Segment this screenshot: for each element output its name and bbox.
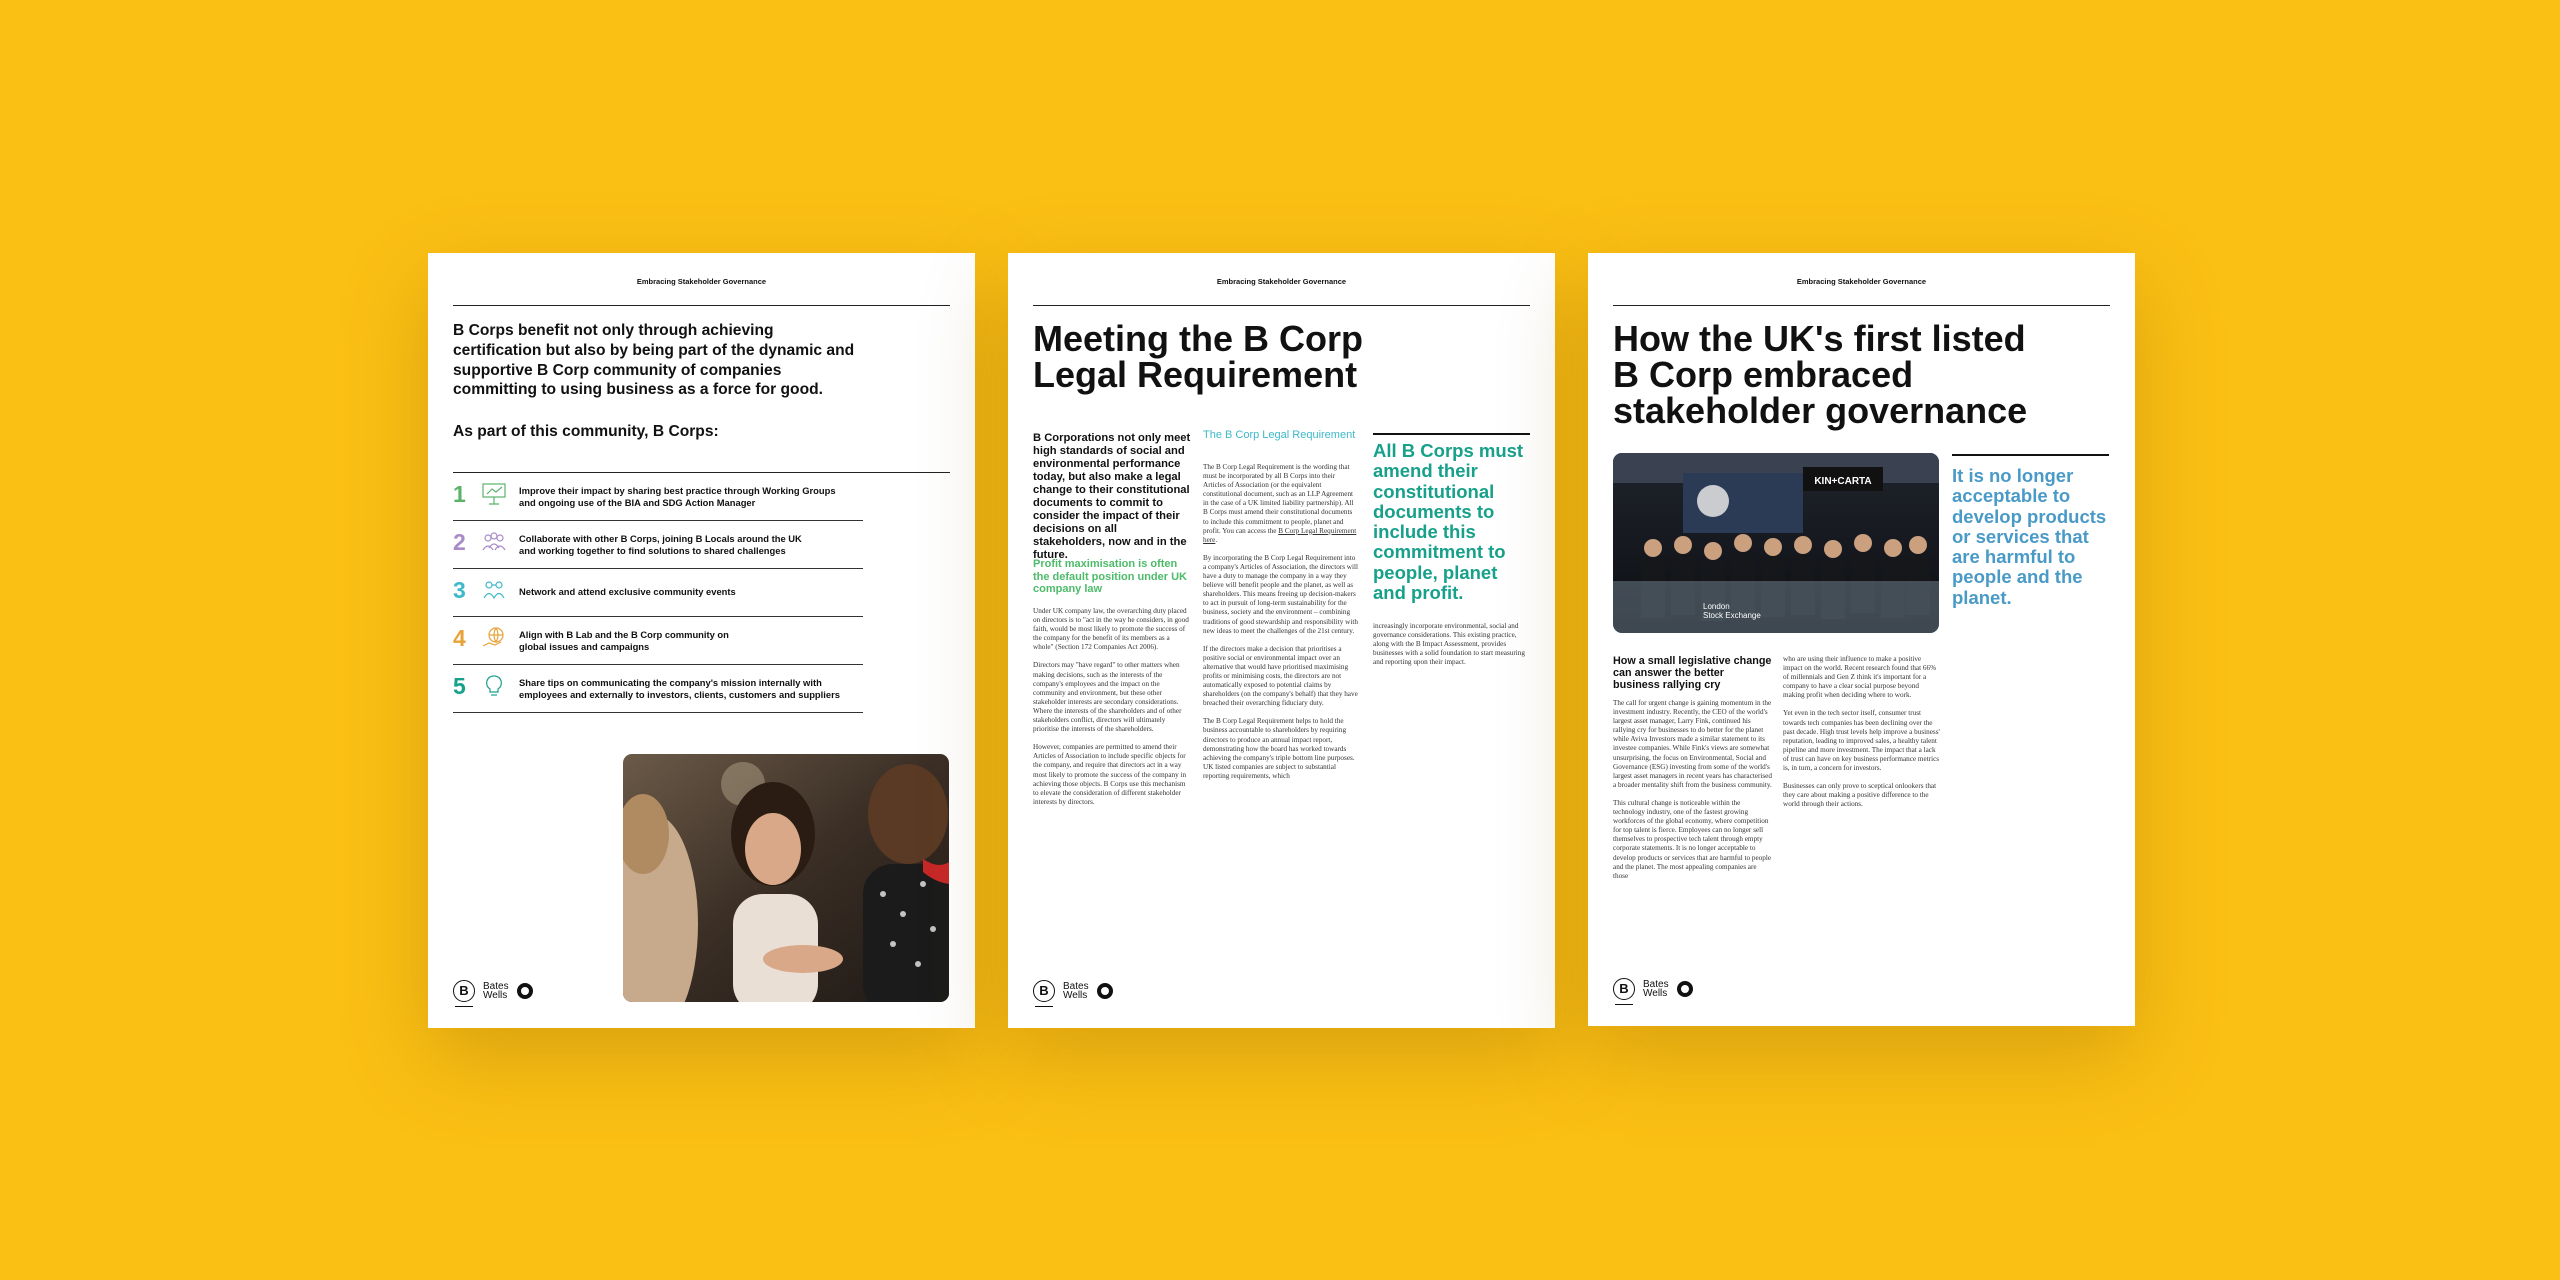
list-item-text: Collaborate with other B Corps, joining B Locals around the UK and working together to find solutions to shared challenges xyxy=(519,533,802,556)
column-2-body xyxy=(1783,655,1941,818)
bates-wells-logo: Bates Wells xyxy=(1643,979,1669,999)
list-item xyxy=(453,569,863,617)
photo-sign-text: London Stock Exchange xyxy=(1703,602,1761,620)
document-page-3 xyxy=(1588,253,2135,1026)
profit-subheading: Profit maximisation is often the default position under UK company law xyxy=(1033,558,1187,595)
legal-requirement-link[interactable]: B Corp Legal Requirement here xyxy=(1203,526,1357,544)
list-number: 2 xyxy=(453,529,466,555)
paragraph: The call for urgent change is gaining momentum in the investment industry. Recently, the CEO of the world's largest asset manager, Larry Fink, continued his rallying cry for businesses to do better for the planet while Aviva Investors made a similar statement to its investee companies. While Fink's views are somewhat unsurprising, the focus on Environmental, Social and Governance (ESG) investing from some of the world's largest asset managers in recent years has characterised a broader mentality shift from the business community. xyxy=(1613,699,1772,789)
document-page-1 xyxy=(428,253,975,1028)
paragraph: This cultural change is noticeable within the technology industry, one of the fastest growing workforces of the global economy, where competition for top talent is fierce. Employees can no longer sell themselves to prospective tech talent through empty corporate statements. It is no longer acceptable to develop products or services that are harmful to people and the planet. The most appealing companies are those xyxy=(1613,798,1772,880)
list-number: 1 xyxy=(453,481,466,507)
b-corp-logo: B xyxy=(453,980,475,1002)
paragraph: who are using their influence to make a positive impact on the world. Recent research found that 66% of millennials and Gen Z think it's important for a company to have a clear social purpose beyond making profit when deciding where to work. xyxy=(1783,655,1937,700)
pull-quote: All B Corps must amend their constitutional documents to include this commitment to people, planet and profit. xyxy=(1373,440,1524,604)
running-header: Embracing Stakeholder Governance xyxy=(1216,277,1347,286)
networking-photo xyxy=(623,754,949,1002)
list-item-text: Improve their impact by sharing best practice through Working Groups and ongoing use of the BIA and SDG Action Manager xyxy=(519,485,836,508)
footer-logos xyxy=(453,980,533,1002)
list-item-text: Share tips on communicating the company's mission internally with employees and externally to investors, clients, customers and suppliers xyxy=(519,677,840,700)
column-1-body xyxy=(1033,607,1191,816)
column-1-body xyxy=(1613,699,1773,890)
list-number: 3 xyxy=(453,577,466,603)
paragraph: Directors may "have regard" to other matters when making decisions, such as the interests of the company's employees and the impact on the community and environment, but these other stakeholder interests are secondary considerations. Where the interests of the shareholders and of other stakeholders conflict, directors will ultimately prioritise the interests of the shareholders. xyxy=(1033,661,1182,734)
header-rule xyxy=(1613,305,2110,306)
people-network-icon xyxy=(481,578,507,602)
paragraph: Under UK company law, the overarching duty placed on directors is to "act in the way he considers, in good faith, would be most likely to promote the success of the company for the benefit of its members as a whole" (Section 172 Companies Act 2006). xyxy=(1033,607,1189,652)
paragraph: By incorporating the B Corp Legal Requirement into a company's Articles of Association, the directors will have a duty to manage the company in a way they believe will benefit people and the planet, as well as shareholders. This means freeing up decision-makers to act in pursuit of long-term sustainability for the business, society and the environment – combining traditions of good stewardship and responsibility with new ideas to meet the challenges of the 21st century. xyxy=(1203,553,1358,635)
running-header: Embracing Stakeholder Governance xyxy=(636,277,767,286)
photo-sign-text: KIN+CARTA xyxy=(1814,476,1872,487)
globe-hand-icon xyxy=(481,626,507,650)
list-number: 5 xyxy=(453,673,466,699)
paragraph: The B Corp Legal Requirement helps to hold the business accountable to shareholders by requiring directors to produce an annual impact report, demonstrating how the board has worked towards achieving the company's triple bottom line purposes. UK listed companies are subject to substantial reporting requirements, which xyxy=(1203,717,1355,780)
presentation-icon xyxy=(481,482,507,506)
list-item xyxy=(453,473,863,521)
stock-exchange-photo xyxy=(1613,453,1939,633)
page-title: Meeting the B Corp Legal Requirement xyxy=(1033,318,1363,395)
footer-logos xyxy=(1613,978,1693,1000)
list-item-text: Network and attend exclusive community events xyxy=(519,586,736,597)
list-item xyxy=(453,521,863,569)
paragraph: However, companies are permitted to amend their Articles of Association to include specific objects for the company, and require that directors act in a way most likely to promote the success of the company in achieving those objects. B Corps use this mechanism to elevate the consideration of different stakeholder interests by directors. xyxy=(1033,743,1187,806)
paragraph-text: The B Corp Legal Requirement is the wording that must be incorporated by all B Corps into their Articles of Association (or the equivalent constitutional document, such as an LLP Agreement in the case of a UK limited liability partnership). All B Corps must amend their constitutional documents to include this commitment to people, planet and profit. You can access the xyxy=(1203,463,1354,535)
page-title: How the UK's first listed B Corp embraced stakeholder governance xyxy=(1613,318,2028,431)
intro-paragraph: B Corps benefit not only through achieving certification but also by being part of the dynamic and supportive B Corp community of companies committing to using business as a force for good. xyxy=(453,322,855,399)
bates-wells-mark-icon xyxy=(1677,981,1693,997)
column-3-body xyxy=(1373,622,1530,676)
paragraph: increasingly incorporate environmental, social and governance considerations. This existing practice, along with the B Impact Assessment, provides businesses with a solid foundation to start measuring and reporting upon their impact. xyxy=(1373,622,1525,667)
section-subheading: How a small legislative change can answer the better business rallying cry xyxy=(1613,655,1772,691)
list-item xyxy=(453,665,863,713)
bates-wells-logo: Bates Wells xyxy=(483,981,509,1001)
header-rule xyxy=(1033,305,1530,306)
list-item xyxy=(453,617,863,665)
paragraph: Yet even in the tech sector itself, consumer trust towards tech companies has been declining over the past decade. High trust levels help improve a business' reputation, leading to improved sales, a healthy talent pipeline and more investment. The impact that a lack of trust can have on key business performance metrics is, in turn, a concern for investors. xyxy=(1783,709,1940,773)
pull-quote-rule xyxy=(1373,433,1530,435)
column-2-body xyxy=(1203,463,1358,790)
bates-wells-mark-icon xyxy=(517,983,533,999)
footer-logos xyxy=(1033,980,1113,1002)
header-rule xyxy=(453,305,950,306)
running-header: Embracing Stakeholder Governance xyxy=(1796,277,1927,286)
pull-quote: It is no longer acceptable to develop products or services that are harmful to people and the planet. xyxy=(1952,465,2107,608)
paragraph: The B Corp Legal Requirement is the wording that must be incorporated by all B Corps into their Articles of Association (or the equivalent constitutional document, such as an LLP Agreement in the case of a UK limited liability partnership). All B Corps must amend their constitutional documents to include this commitment to people, planet and profit. You can access the B Corp Legal Requirement here. xyxy=(1203,463,1357,544)
list-number: 4 xyxy=(453,625,466,651)
pull-quote-rule xyxy=(1952,454,2109,456)
paragraph: Businesses can only prove to sceptical onlookers that they care about making a positive difference to the world through their actions. xyxy=(1783,782,1937,809)
bates-wells-mark-icon xyxy=(1097,983,1113,999)
list-item-text: Align with B Lab and the B Corp community on global issues and campaigns xyxy=(519,629,729,652)
legal-requirement-subheading: The B Corp Legal Requirement xyxy=(1203,429,1356,441)
community-subheading: As part of this community, B Corps: xyxy=(453,423,719,440)
paragraph: If the directors make a decision that prioritises a positive social or environmental impact over an alternative that would have prioritised maximising profits or minimising costs, the directors are not automatically exposed to potential claims by shareholders (on the company's behalf) that they have breached their overarching fiduciary duty. xyxy=(1203,644,1358,708)
lightbulb-icon xyxy=(481,674,507,698)
document-page-2 xyxy=(1008,253,1555,1028)
b-corp-logo: B xyxy=(1033,980,1055,1002)
b-corp-logo: B xyxy=(1613,978,1635,1000)
bates-wells-logo: Bates Wells xyxy=(1063,981,1089,1001)
lead-paragraph: B Corporations not only meet high standards of social and environmental performance today, but also make a legal change to their constitutional documents to commit to consider the impact of their decisions on all stakeholders, now and in the future. xyxy=(1033,432,1191,561)
group-icon xyxy=(481,530,507,554)
